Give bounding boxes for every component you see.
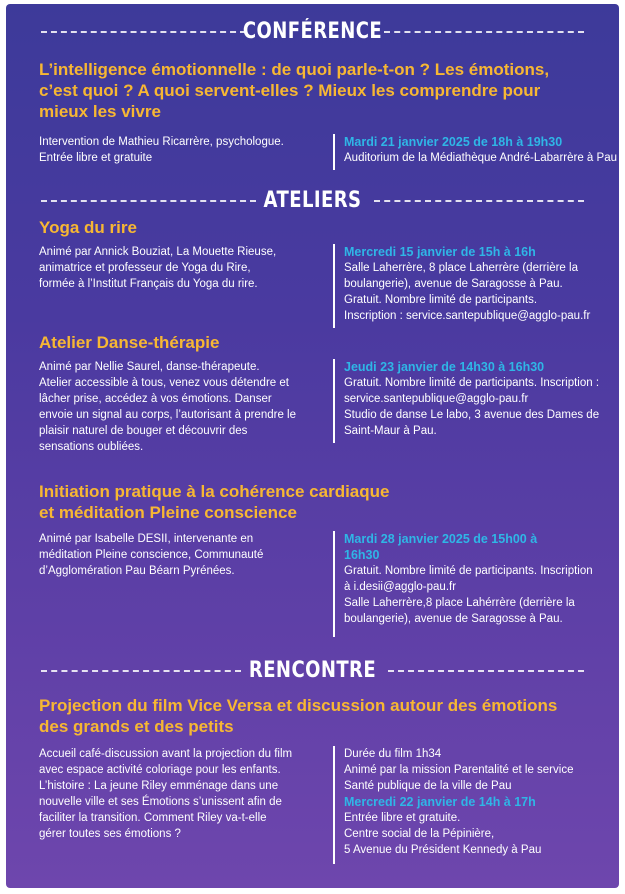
text-line: Animé par Annick Bouziat, La Mouette Rieuse, [39,246,277,258]
text-line: avec espace activité coloriage pour les enfants. [39,764,281,776]
text-line: service.santepublique@agglo-pau.fr [344,393,529,405]
text-line: Entrée libre et gratuite. [344,812,461,824]
section-title-rencontre [6,657,619,687]
text-line: Centre social de la Pépinière, [344,828,495,840]
text-line: Gratuit. Nombre limité de participants. [344,294,538,306]
text-line: plaisir naturel de bouger et découvrir des [39,425,248,437]
text-line: formée à l’Institut Français du Yoga du rire. [39,278,258,290]
text-line: animatrice et professeur de Yoga du Rire, [39,262,251,274]
column-divider [333,359,335,443]
atelier-yoga-right-text [344,244,590,324]
text-line: Animé par Isabelle DESII, intervenante en [39,533,254,545]
text-line: Santé publique de la ville de Pau [344,780,512,792]
section-title-label: RENCONTRE [248,658,377,683]
rencontre-heading [39,695,557,737]
section-title-ateliers [6,187,619,217]
event-date: Mercredi 22 janvier de 14h à 17h [344,795,536,809]
heading-line: des grands et des petits [39,717,234,736]
section-title-conference [6,18,619,48]
column-divider [333,134,335,170]
heading-line: Projection du film Vice Versa et discussion autour des émotions [39,696,558,715]
rencontre-left-text [39,746,292,842]
atelier-danse-right-text [344,359,599,439]
text-line: lâcher prise, accédez à vos émotions. Danser [39,393,272,405]
conference-heading [39,59,549,122]
text-line: Accueil café-discussion avant la projection du film [39,748,293,760]
poster [6,4,619,888]
text-line: méditation Pleine conscience, Communauté [39,549,264,561]
heading-line: c’est quoi ? A quoi servent-elles ? Mieux les comprendre pour [39,81,541,100]
atelier-coherence-left-text [39,531,263,579]
text-line: gérer toutes ses émotions ? [39,828,181,840]
event-date: Mardi 28 janvier 2025 de 15h00 à [344,532,538,546]
text-line: Gratuit. Nombre limité de participants. Inscription [344,565,593,577]
section-title-label: CONFÉRENCE [242,19,383,44]
heading-line: Initiation pratique à la cohérence cardiaque [39,482,390,501]
text-line: Animé par Nellie Saurel, danse-thérapeute. [39,361,260,373]
heading-line: Yoga du rire [39,218,137,237]
conference-right-text [344,134,617,166]
text-line: Inscription : service.santepublique@agglo-pau.fr [344,310,591,322]
text-line: Saint-Maur à Pau. [344,425,437,437]
column-divider [333,244,335,328]
event-date: Jeudi 23 janvier de 14h30 à 16h30 [344,360,545,374]
text-line: Entrée libre et gratuite [39,152,153,164]
text-line: Salle Laherrère,8 place Lahérrère (derrière la [344,597,575,609]
atelier-heading-yoga [39,217,137,238]
event-date: 16h30 [344,548,380,562]
atelier-heading-danse [39,332,219,353]
atelier-coherence-right-text [344,531,593,627]
text-line: d’Agglomération Pau Béarn Pyrénées. [39,565,235,577]
text-line: sensations oubliées. [39,441,144,453]
heading-line: L’intelligence émotionnelle : de quoi parle-t-on ? Les émotions, [39,60,550,79]
atelier-yoga-left-text [39,244,276,292]
text-line: faciliter la transition. Comment Riley va-t-elle [39,812,267,824]
text-line: Atelier accessible à tous, venez vous détendre et [39,377,289,389]
text-line: Studio de danse Le labo, 3 avenue des Dames de [344,409,600,421]
rencontre-right-text [344,746,573,858]
heading-line: et méditation Pleine conscience [39,503,297,522]
text-line: L’histoire : La jeune Riley emménage dans une [39,780,279,792]
column-divider [333,531,335,637]
text-line: Intervention de Mathieu Ricarrère, psychologue. [39,136,284,148]
text-line: Auditorium de la Médiathèque André-Labarrère à Pau [344,152,617,164]
column-divider [333,746,335,864]
text-line: à i.desii@agglo-pau.fr [344,581,457,593]
heading-line: Atelier Danse-thérapie [39,333,220,352]
text-line: envoie un signal au corps, l’autorisant à prendre le [39,409,296,421]
text-line: nouvelle ville et ses Émotions s’unissent afin de [39,796,282,808]
event-date: Mercredi 15 janvier de 15h à 16h [344,245,536,259]
section-title-label: ATELIERS [263,188,362,213]
text-line: Animé par la mission Parentalité et le service [344,764,574,776]
text-line: Durée du film 1h34 [344,748,442,760]
text-line: boulangerie), avenue de Saragosse à Pau. [344,613,563,625]
text-line: boulangerie), avenue de Saragosse à Pau. [344,278,563,290]
atelier-heading-coherence [39,481,389,523]
text-line: Salle Laherrère, 8 place Laherrère (derrière la [344,262,578,274]
heading-line: mieux les vivre [39,102,161,121]
event-date: Mardi 21 janvier 2025 de 18h à 19h30 [344,135,563,149]
text-line: Gratuit. Nombre limité de participants. Inscription : [344,377,600,389]
atelier-danse-left-text [39,359,296,455]
text-line: 5 Avenue du Président Kennedy à Pau [344,844,542,856]
conference-left-text [39,134,284,166]
